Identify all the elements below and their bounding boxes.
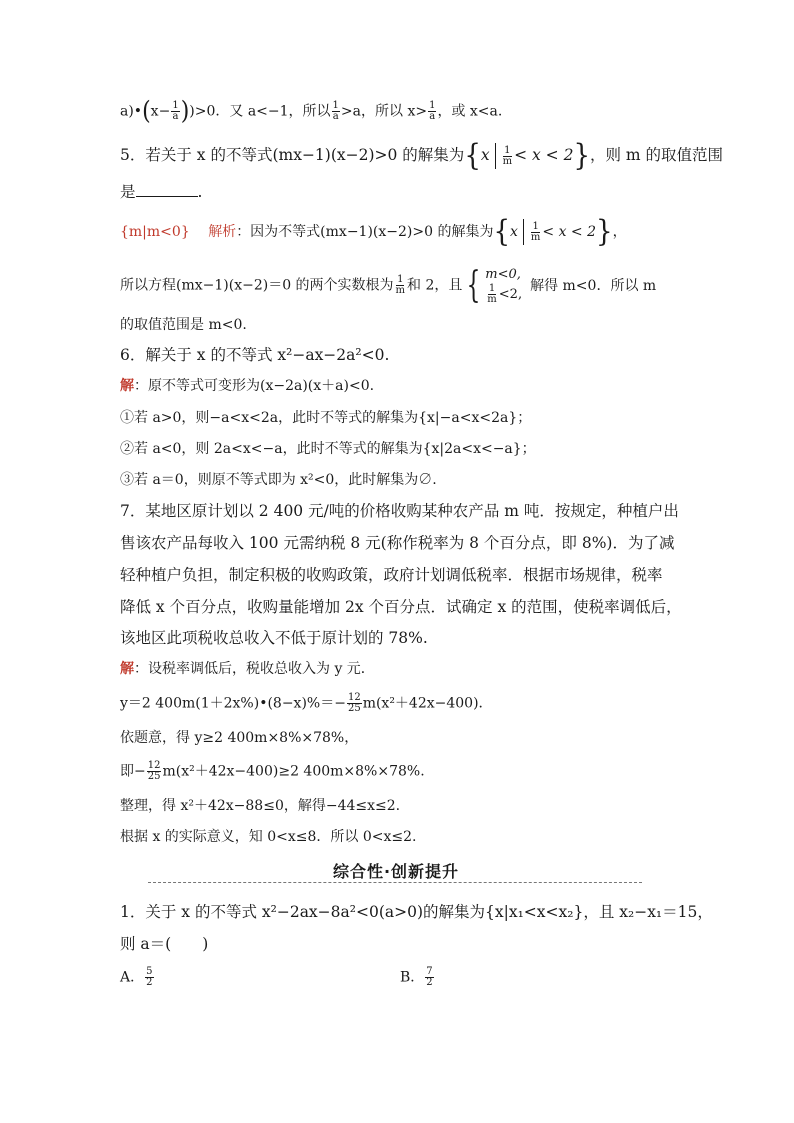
- question-text: 则 a＝( ): [120, 935, 209, 953]
- text-segment: ：设税率调低后，税收总收入为 y 元．: [134, 661, 375, 677]
- text-segment: 5．若关于 x 的不等式(mx−1)(x−2)>0 的解集为: [120, 146, 465, 164]
- text-segment: m(x²＋42x−400)≥2 400m×8%×78%.: [162, 763, 425, 780]
- system-row: m<0,: [485, 267, 521, 282]
- option-label: B．: [400, 969, 425, 986]
- text-segment: 解得 m<0．所以 m: [530, 277, 657, 294]
- fraction: $\frac{5}{2}$: [146, 966, 153, 988]
- option-a[interactable]: [120, 967, 155, 988]
- set-variable: x: [510, 224, 518, 240]
- section-title: 综合性·创新提升: [310, 859, 482, 882]
- text-segment: 的取值范围是 m<0.: [120, 317, 247, 333]
- text-segment: a)•: [120, 103, 143, 120]
- fraction: $\frac{1}{a}$: [429, 100, 436, 122]
- text-segment: ①若 a>0，则−a<x<2a，此时不等式的解集为{x|−a<x<2a}；: [120, 410, 532, 426]
- set-condition: < x < 2: [542, 224, 597, 240]
- answer-blank: [136, 182, 198, 197]
- text-segment: )>0．又 a<−1，所以: [189, 103, 331, 120]
- solution-label: 解: [120, 661, 134, 677]
- section-divider: [148, 882, 642, 883]
- fraction: $\frac{1}{m}$: [395, 274, 406, 296]
- fraction: $\frac{1}{a}$: [332, 100, 339, 122]
- answer-5-line-2: [120, 266, 656, 305]
- question-6: [120, 345, 389, 365]
- text-segment: y＝2 400m(1＋2x%)•(8−x)%＝−: [120, 695, 346, 712]
- practice-1-line-1: [120, 902, 713, 922]
- solution-7-line-6: [120, 827, 417, 847]
- text-segment: >a，所以 x>: [340, 103, 428, 120]
- solution-6-line-3: [120, 439, 536, 459]
- answer-continuation-line: a)•(x− $\frac{1}{a}$ ))>0．又 a<−1，所以 $\frac{1}{a}$ >a，所以 x> $\frac{1}{a}$ ，或 x<a.: [120, 96, 503, 126]
- fraction: $\frac{1}{m}$: [487, 283, 497, 305]
- solution-6-line-2: [120, 408, 531, 428]
- text-segment: 依题意，得 y≥2 400m×8%×78%，: [120, 730, 359, 746]
- text-segment: .: [197, 183, 203, 201]
- text-segment: ，或 x<a.: [437, 103, 503, 120]
- option-b[interactable]: [400, 967, 435, 988]
- solution-7-line-4: [120, 761, 425, 782]
- solution-7-line-3: [120, 728, 358, 748]
- fraction: $\frac{12}{25}$: [347, 692, 361, 714]
- text-segment: 是: [120, 183, 136, 201]
- solution-6-line-1: [120, 376, 374, 396]
- question-5-line-1: 5．若关于 x 的不等式(mx−1)(x−2)>0 的解集为{x $\frac{1}{m}$ < x < 2}，则 m 的取值范围: [120, 138, 724, 174]
- solution-7-line-1: [120, 659, 375, 679]
- answer-5-line-1: {m|m<0} 解析：因为不等式(mx−1)(x−2)>0 的解集为{x $\frac{1}{m}$ < x < 2}，: [120, 214, 627, 250]
- answer-5-line-3: [120, 315, 247, 335]
- text-segment: 根据 x 的实际意义，知 0<x≤8．所以 0<x≤2.: [120, 829, 417, 845]
- solution-6-line-4: [120, 470, 437, 490]
- text-segment: 即−: [120, 763, 146, 780]
- question-text: 轻种植户负担，制定积极的收购政策，政府计划调低税率．根据市场规律，税率: [120, 566, 663, 584]
- text-segment: 所以方程(mx−1)(x−2)＝0 的两个实数根为: [120, 277, 394, 294]
- text-segment: ：因为不等式(mx−1)(x−2)>0 的解集为: [236, 224, 494, 240]
- text-segment: ，则 m 的取值范围: [590, 146, 724, 164]
- question-text: 降低 x 个百分点，收购量能增加 2x 个百分点．试确定 x 的范围，使税率调低后，: [120, 598, 682, 616]
- system-row: <2,: [498, 287, 523, 302]
- question-5-line-2: [120, 182, 202, 202]
- fraction: $\frac{7}{2}$: [426, 966, 433, 988]
- question-7-line-2: [120, 533, 674, 553]
- question-text: 该地区此项税收总收入不低于原计划的 78%.: [120, 629, 428, 647]
- question-7-line-5: [120, 628, 428, 648]
- fraction: $\frac{12}{25}$: [147, 760, 161, 782]
- question-text: 售该农产品每收入 100 元需纳税 8 元(称作税率为 8 个百分点，即 8%)．为了减: [120, 534, 675, 552]
- question-7-line-1: [120, 501, 679, 521]
- question-text: 7．某地区原计划以 2 400 元/吨的价格收购某种农产品 m 吨．按规定，种植户出: [120, 502, 679, 520]
- fraction: $\frac{1}{m}$: [530, 220, 541, 243]
- fraction: $\frac{1}{a}$: [172, 100, 179, 122]
- text-segment: ：原不等式可变形为(x−2a)(x＋a)<0.: [134, 378, 375, 394]
- solution-7-line-5: [120, 796, 400, 816]
- question-7-line-4: [120, 597, 682, 617]
- fraction: $\frac{1}{m}$: [502, 144, 513, 167]
- question-7-line-3: [120, 565, 663, 585]
- set-condition: < x < 2: [514, 146, 574, 164]
- text-segment: ②若 a<0，则 2a<x<−a，此时不等式的解集为{x|2a<x<−a}；: [120, 441, 536, 457]
- text-segment: ，: [612, 224, 627, 240]
- option-label: A．: [120, 969, 145, 986]
- text-segment: x−: [150, 103, 171, 120]
- analysis-label: 解析: [208, 224, 237, 240]
- text-segment: m(x²＋42x−400)．: [362, 695, 493, 712]
- question-text: 1．关于 x 的不等式 x²−2ax−8a²<0(a>0)的解集为{x|x₁<x<x₂}，且 x₂−x₁＝15，: [120, 903, 713, 921]
- answer-value: {m|m<0}: [120, 224, 190, 240]
- text-segment: ③若 a＝0，则原不等式即为 x²<0，此时解集为∅.: [120, 472, 437, 488]
- question-text: 6．解关于 x 的不等式 x²−ax−2a²<0.: [120, 346, 390, 364]
- text-segment: 整理，得 x²＋42x−88≤0，解得−44≤x≤2.: [120, 798, 401, 814]
- solution-7-line-2: [120, 693, 493, 714]
- equation-system: { m<0, $\frac{1}{m}$ <2,: [466, 264, 523, 306]
- set-variable: x: [480, 146, 490, 164]
- text-segment: 和 2，且: [407, 277, 463, 294]
- solution-label: 解: [120, 378, 134, 394]
- practice-1-line-2: [120, 934, 208, 954]
